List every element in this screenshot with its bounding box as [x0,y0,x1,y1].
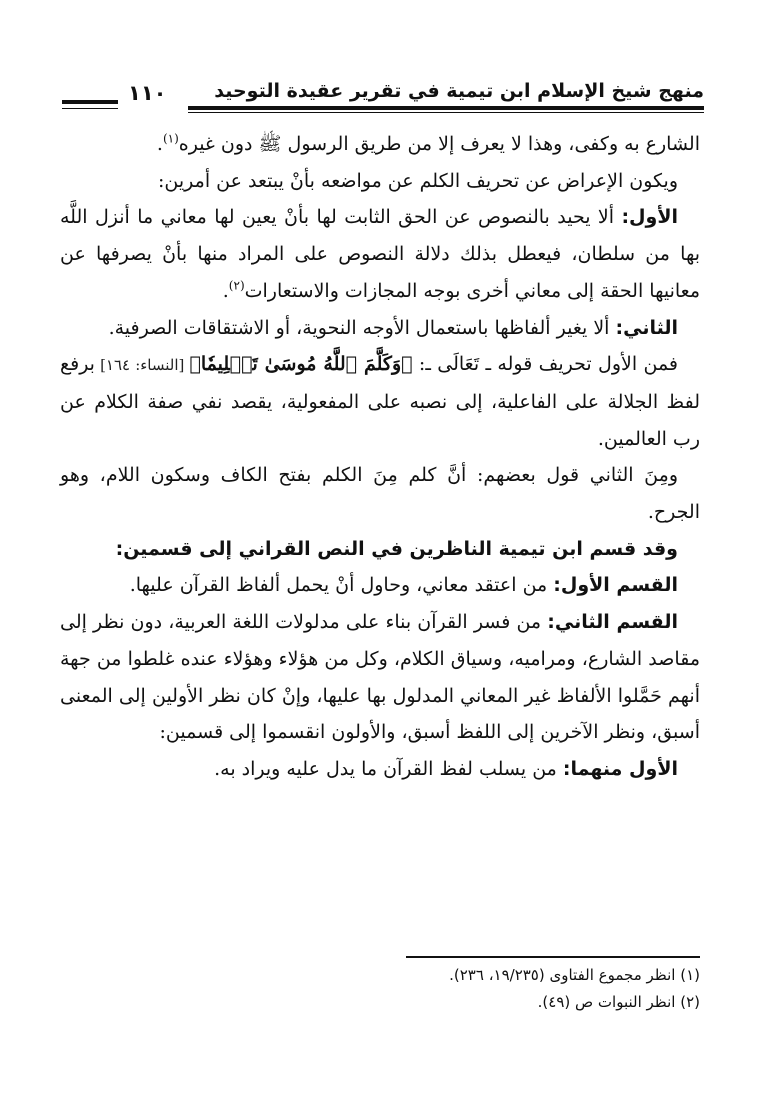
paragraph-5-text: فمن الأول تحريف قوله ـ تَعَالَى ـ: [412,353,679,376]
paragraph-8 [60,567,700,604]
running-header [62,78,704,114]
paragraph-8-lead: القسم الأول: [553,574,678,597]
paragraph-3-lead: الأول: [621,206,678,229]
paragraph-3: الأول: ألا يحيد بالنصوص عن الحق الثابت لها بأنْ يعين لها معاني ما أنزل اللَّه بها من سلطان، فيعطل بذلك دلالة النصوص على المراد منها بأنْ يصرفها عن معانيها الحقة إلى معاني أخرى بوجه المجازات والاستعارات$^{(٢)}$. [60,206,700,302]
verse-reference: [النساء: ١٦٤] [94,356,190,375]
section-heading: وقد قسم ابن تيمية الناظرين في النص القراني إلى قسمين: [115,537,678,560]
footnote-marker-2: (٢) [228,278,245,293]
footnote-2: (٢) انظر النبوات ص (٤٩). [537,993,700,1011]
header-rule-left [62,100,118,104]
header-rule-thin [188,112,704,113]
paragraph-3-text: ألا يحيد بالنصوص عن الحق الثابت لها بأنْ يعين لها معاني ما أنزل اللَّه بها من سلطان، فيعطل بذلك دلالة النصوص على المراد منها بأنْ يصرفها عن معانيها الحقة إلى معاني أخرى بوجه المجازات والاستعارات [60,206,700,302]
paragraph-4-text: ألا يغير ألفاظها باستعمال الأوجه النحوية، أو الاشتقاقات الصرفية. [108,316,616,339]
paragraph-9-lead: القسم الثاني: [547,611,678,634]
paragraph-5-rest: برفع لفظ الجلالة على الفاعلية، إلى نصبه على المفعولية، يقصد نفي صفة الكلام عن رب العالمين. [60,353,700,450]
header-title: منهج شيخ الإسلام ابن تيمية في تقرير عقيدة التوحيد [214,80,704,102]
paragraph-2: ويكون الإعراض عن تحريف الكلم عن مواضعه بأنْ يبتعد عن أمرين: [158,169,678,192]
footnote-1: (١) انظر مجموع الفتاوى (١٩/٢٣٥، ٢٣٦). [449,966,700,984]
paragraph-10 [60,751,700,788]
page-number: ١١٠ [128,81,167,105]
paragraph-9 [60,604,700,751]
main-text [60,126,700,788]
quran-verse: ﴿وَكَلَّمَ ٱللَّهُ مُوسَىٰ تَكۡلِيمٗا﴾ [189,353,413,376]
paragraph-9-text: من فسر القرآن بناء على مدلولات اللغة العربية، دون نظر إلى مقاصد الشارع، ومراميه، وسياق الكلام، وكل من هؤلاء وهؤلاء عنده غلطوا من جهة أنهم حَمَّلوا الألفاظ غير المعاني المدلول بها عليها، وإنْ كان نظر الأولين إلى المعنى أسبق، ونظر الآخرين إلى اللفظ أسبق، والأولون انقسموا إلى قسمين: [60,611,700,744]
paragraph-1: الشارع به وكفى، وهذا لا يعرف إلا من طريق الرسول ﷺ دون غيره$^{(١)}$. [156,131,700,155]
paragraph-1-text: الشارع به وكفى، وهذا لا يعرف إلا من طريق الرسول ﷺ دون غيره [178,133,700,155]
paragraph-4-lead: الثاني: [615,316,678,339]
paragraph-5 [60,346,700,457]
paragraph-10-lead: الأول منهما: [562,757,678,780]
paragraph-10-text: من يسلب لفظ القرآن ما يدل عليه ويراد به. [214,757,563,780]
header-rule-left-thin [62,108,118,109]
header-rule [188,106,704,110]
paragraph-8-text: من اعتقد معاني، وحاول أنْ يحمل ألفاظ القرآن عليها. [129,574,554,597]
footnote-separator [406,956,700,958]
paragraph-4 [60,310,700,347]
paragraph-6: ومِنَ الثاني قول بعضهم: أنَّ كلم مِنَ الكلم بفتح الكاف وسكون اللام، وهو الجرح. [60,464,700,524]
footnote-marker-1: (١) [162,131,179,146]
footnotes [60,962,700,1016]
